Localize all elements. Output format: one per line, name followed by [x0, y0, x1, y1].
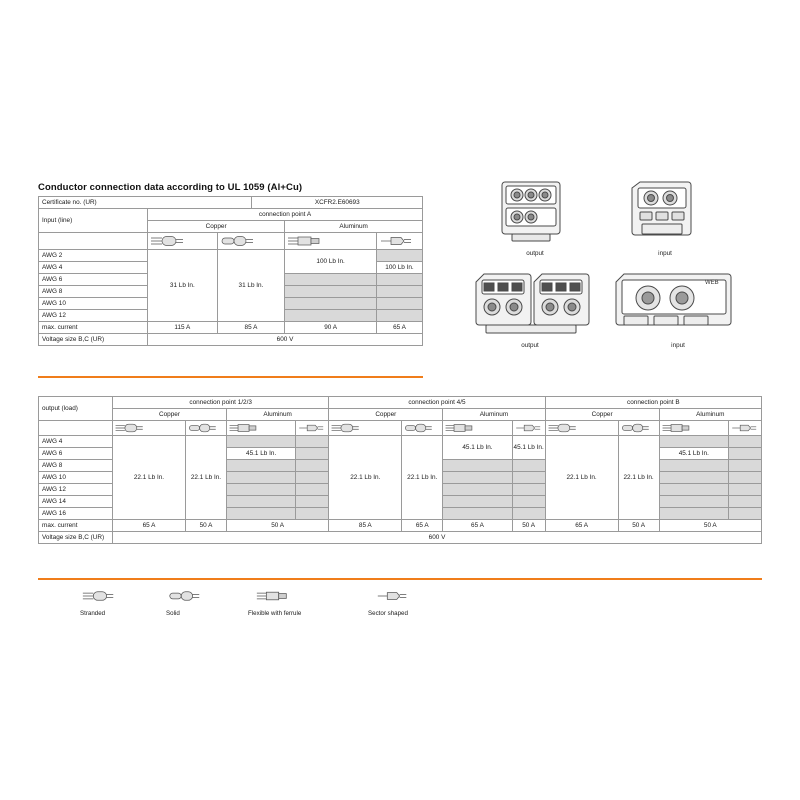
flexible-with-ferrule-icon: [659, 421, 728, 436]
awg-label: AWG 12: [39, 310, 148, 322]
legend-label: Flexible with ferrule: [248, 610, 302, 617]
awg-label: AWG 14: [39, 496, 113, 508]
sector-shaped-icon: [377, 233, 423, 250]
max-current-value: 50 A: [226, 520, 328, 532]
max-current-value: 65 A: [377, 322, 423, 334]
awg-label: AWG 16: [39, 508, 113, 520]
solid-icon: [402, 421, 443, 436]
awg-label: AWG 10: [39, 472, 113, 484]
legend: [38, 588, 762, 622]
max-current-value: 115 A: [148, 322, 218, 334]
flexible-with-ferrule-icon: [443, 421, 512, 436]
device-caption: input: [658, 250, 672, 257]
table-row: [39, 436, 762, 448]
g1-cu-solid-torque: 22.1 Lb In.: [185, 436, 226, 520]
g3-al-ferrule-torque: 45.1 Lb In.: [659, 448, 728, 460]
subhead-copper-1: Copper: [113, 409, 227, 421]
g2-cu-solid-torque: 22.1 Lb In.: [402, 436, 443, 520]
table-row-voltage: [39, 532, 762, 544]
stranded-icon: [329, 421, 402, 436]
g2-cu-stranded-torque: 22.1 Lb In.: [329, 436, 402, 520]
max-current-value: 85 A: [329, 520, 402, 532]
stranded-icon: [148, 233, 218, 250]
table-row: [39, 209, 423, 221]
legend-label: Sector shaped: [368, 610, 408, 617]
g1-al-ferrule-torque: 45.1 Lb In.: [226, 448, 295, 460]
table-connection-points-b: [38, 396, 762, 544]
g2-al-ferrule-torque: 45.1 Lb In.: [443, 436, 512, 460]
device-input-bottom-icon: [610, 268, 745, 338]
max-current-value: 65 A: [402, 520, 443, 532]
g3-cu-solid-torque: 22.1 Lb In.: [618, 436, 659, 520]
sector-shaped-icon: [296, 421, 329, 436]
table-row: [39, 250, 423, 262]
divider-orange-a: [38, 376, 423, 378]
cu-stranded-torque: 31 Lb In.: [148, 250, 218, 322]
device-output-bottom-icon: [470, 268, 600, 338]
max-current-value: 65 A: [443, 520, 512, 532]
legend-ferrule-icon: [254, 588, 292, 604]
table-row: [39, 397, 762, 409]
subhead-aluminum-3: Aluminum: [659, 409, 761, 421]
device-caption: input: [671, 342, 685, 349]
max-current-value: 65 A: [545, 520, 618, 532]
max-current-value: 50 A: [185, 520, 226, 532]
solid-icon: [185, 421, 226, 436]
device-caption: output: [526, 250, 544, 257]
awg-label: AWG 6: [39, 274, 148, 286]
al-sector-torque: 100 Lb In.: [377, 262, 423, 274]
table-row-max-current: [39, 520, 762, 532]
awg-label: AWG 4: [39, 436, 113, 448]
subhead-copper-3: Copper: [545, 409, 659, 421]
max-current-label: max. current: [39, 520, 113, 532]
subhead-aluminum-1: Aluminum: [226, 409, 328, 421]
page-title: Conductor connection data according to UL 1059 (Al+Cu): [38, 182, 303, 193]
device-output-top-icon: [490, 176, 580, 248]
group-header-3: connection point B: [545, 397, 761, 409]
al-ferrule-torque: 100 Lb In.: [285, 250, 377, 274]
max-current-value: 50 A: [659, 520, 761, 532]
sector-shaped-icon: [729, 421, 762, 436]
device-caption: output: [521, 342, 539, 349]
awg-label: AWG 6: [39, 448, 113, 460]
flexible-with-ferrule-icon: [285, 233, 377, 250]
voltage-value: 600 V: [148, 334, 423, 346]
certificate-label: Certificate no. (UR): [39, 197, 252, 209]
stranded-icon: [113, 421, 186, 436]
voltage-label: Voltage size B,C (UR): [39, 334, 148, 346]
legend-solid-icon: [166, 588, 204, 604]
solid-icon: [217, 233, 285, 250]
subhead-copper-2: Copper: [329, 409, 443, 421]
awg-label: AWG 12: [39, 484, 113, 496]
max-current-value: 90 A: [285, 322, 377, 334]
legend-label: Stranded: [80, 610, 106, 617]
g1-cu-stranded-torque: 22.1 Lb In.: [113, 436, 186, 520]
awg-label: AWG 4: [39, 262, 148, 274]
group-header-1: connection point 1/2/3: [113, 397, 329, 409]
table-connection-point-a: [38, 196, 423, 346]
stranded-icon: [545, 421, 618, 436]
table-row-voltage: [39, 334, 423, 346]
subhead-aluminum-2: Aluminum: [443, 409, 545, 421]
g3-cu-stranded-torque: 22.1 Lb In.: [545, 436, 618, 520]
max-current-label: max. current: [39, 322, 148, 334]
divider-orange-b: [38, 578, 762, 580]
legend-stranded-icon: [80, 588, 118, 604]
max-current-value: 65 A: [113, 520, 186, 532]
solid-icon: [618, 421, 659, 436]
legend-label: Solid: [166, 610, 180, 617]
output-load-label: output (load): [39, 397, 113, 421]
awg-label: AWG 8: [39, 460, 113, 472]
cu-solid-torque: 31 Lb In.: [217, 250, 285, 322]
awg-label: AWG 8: [39, 286, 148, 298]
flexible-with-ferrule-icon: [226, 421, 295, 436]
awg-label: AWG 2: [39, 250, 148, 262]
table-row: [39, 197, 423, 209]
g2-al-sector-torque: 45.1 Lb In.: [512, 436, 545, 460]
max-current-value: 85 A: [217, 322, 285, 334]
table-row-symbols: [39, 421, 762, 436]
table-row-max-current: [39, 322, 423, 334]
max-current-value: 50 A: [512, 520, 545, 532]
awg-label: AWG 10: [39, 298, 148, 310]
input-line-label: Input (line): [39, 209, 148, 233]
device-input-top-icon: [620, 176, 710, 248]
voltage-value: 600 V: [113, 532, 762, 544]
voltage-label: Voltage size B,C (UR): [39, 532, 113, 544]
table-row: [39, 409, 762, 421]
certificate-value: XCFR2.E60693: [252, 197, 423, 209]
device-illustrations: [470, 176, 770, 366]
group-header-2: connection point 4/5: [329, 397, 545, 409]
sector-shaped-icon: [512, 421, 545, 436]
aluminum-header: Aluminum: [285, 221, 423, 233]
table-row-symbols: [39, 233, 423, 250]
copper-header: Copper: [148, 221, 285, 233]
device-marking: WEB: [705, 280, 719, 286]
connection-point-a-header: connection point A: [148, 209, 423, 221]
legend-sector-icon: [374, 588, 412, 604]
max-current-value: 50 A: [618, 520, 659, 532]
